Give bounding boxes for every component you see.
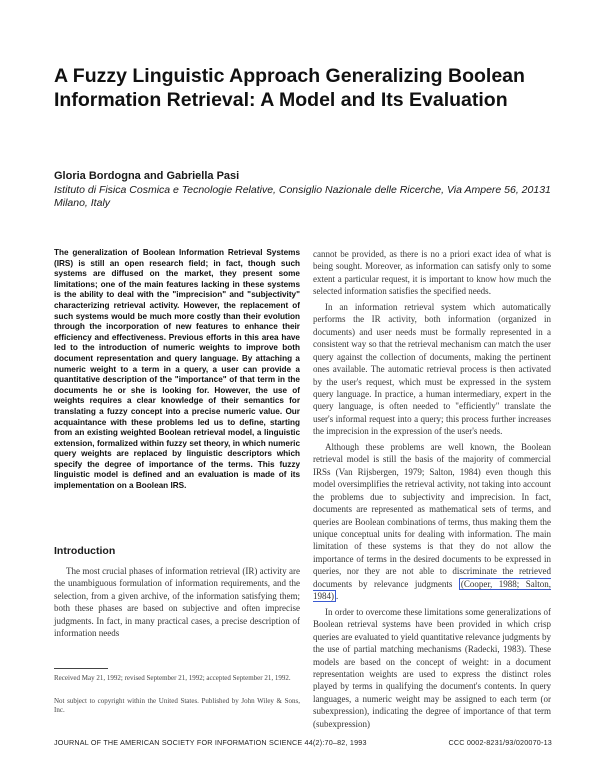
right-column bbox=[313, 248, 551, 730]
footnote-copyright: Not subject to copyright within the United States. Published by John Wiley & Sons, Inc. bbox=[54, 697, 300, 714]
body-paragraph: cannot be provided, as there is no a priori exact idea of what is being sought. Moreover, as information can satisfy only to some extent a particular request, it is important to know how much the selected information satisfies the specified needs. bbox=[313, 249, 551, 297]
section-heading-introduction: Introduction bbox=[54, 545, 116, 557]
authors: Gloria Bordogna and Gabriella Pasi bbox=[54, 170, 240, 182]
paragraph-text: Although these problems are well known, the Boolean retrieval model is still the basis of the majority of commercial IRSs (Van Rijsbergen, 1979; Salton, 1984) even though this model oversimplifies the retrieval activity, not taking into account the problems due to subjectivity and imprecision. In fact, documents are represented as mathematical sets of terms, and queries are Boolean combinations of terms, thus making them the unique conceptual units for dealing with information. The main limitation of these systems is that they do not allow the importance of terms in the desired documents to be expressed in queries, nor they are not able to discriminate the retrieved documents by relevance judgments bbox=[313, 441, 551, 589]
footnote-received-dates: Received May 21, 1992; revised September 21, 1992; accepted September 21, 1992. bbox=[54, 674, 291, 682]
abstract: The generalization of Boolean Information Retrieval Systems (IRS) is still an open research field; in fact, though such systems are diffused on the market, they present some limitations; one of the main features lacking in these systems is the ability to deal with the "imprecision" and "subjectivity" characterizing retrieval activity. However, the replacement of such systems would be much more costly than their evolution through the incorporation of new features to enhance their efficiency and effectiveness. Previous efforts in this area have led to the introduction of numeric weights to improve both document representation and query language. By attaching a numeric weight to a term in a query, a user can provide a quantitative description of the "importance" of that term in the documents he or she is looking for. However, the use of weights requires a clear knowledge of their semantics for translating a fuzzy concept into a precise numeric value. Our acquaintance with these problems led us to define, starting from an existing weighted Boolean retrieval model, a linguistic extension, formalized within fuzzy set theory, in which numeric query weights are replaced by linguistic descriptors which specify the degree of importance of the terms. This fuzzy linguistic model is defined and an evaluation is made of its implementation on a Boolean IRS. bbox=[54, 248, 300, 491]
affiliation: Istituto di Fisica Cosmica e Tecnologie Relative, Consiglio Nazionale delle Ricerche, Via Ampere 56, 20131 Milano, Italy bbox=[54, 184, 551, 209]
citation-link[interactable]: (Cooper, 1988; Salton, 1984) bbox=[313, 578, 552, 602]
footnote-divider bbox=[54, 668, 108, 669]
body-paragraph: In order to overcome these limitations some generalizations of Boolean retrieval systems have been provided in which crisp queries are evaluated to yield quantitative relevance judgments by the use of partial matching mechanisms (Radecki, 1983). These models are based on the concept of weight: in a document representation weights are used to express the distinct roles played by terms in qualifying the document's contents. In query languages, a numeric weight may be assigned to each term (or subexpression), indicating the degree of importance of that term (subexpression) bbox=[313, 606, 551, 729]
paragraph-text-end: . bbox=[336, 591, 339, 602]
introduction-paragraph: The most crucial phases of information retrieval (IR) activity are the unambiguous formulation of information requirements, and the selection, from a given archive, of the information satisfying them; both these phases are based on subjective and often imprecise judgments. In fact, in many practical cases, a precise description of information needs bbox=[54, 566, 300, 639]
body-paragraph: In an information retrieval system which automatically performs the IR activity, both information (organized in documents) and user needs must be formally represented in a consistent way so that the retrieval mechanism can match the user query against the collection of documents, making the pertinent ones available. The automatic retrieval process is then activated by the user's request, which must be expressed in the system query language. In practice, a human intermediary, expert in the query language, is often needed to "efficiently" translate the user's informal request into a query; this process further increases the imprecision in the expression of the user's needs. bbox=[313, 301, 551, 437]
ccc-code: CCC 0002-8231/93/020070-13 bbox=[448, 738, 552, 747]
journal-citation: JOURNAL OF THE AMERICAN SOCIETY FOR INFORMATION SCIENCE 44(2):70–82, 1993 bbox=[54, 738, 367, 747]
body-paragraph bbox=[313, 441, 551, 603]
paper-title: A Fuzzy Linguistic Approach Generalizing Boolean Information Retrieval: A Model and Its Evaluation bbox=[54, 65, 525, 111]
